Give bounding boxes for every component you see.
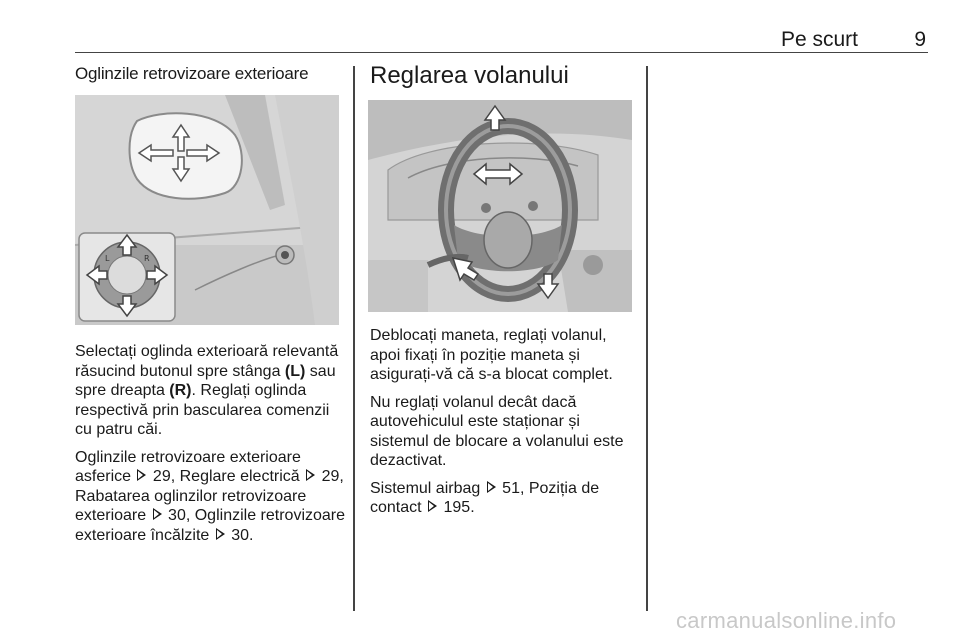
section-heading-mirrors: Oglinzile retrovizoare exterioare	[75, 64, 309, 83]
label-left-L: (L)	[284, 362, 306, 380]
steering-paragraph-3	[370, 479, 630, 518]
steering-wheel-illustration	[368, 100, 632, 312]
steering-paragraph-1: Deblocați maneta, reglați volanul, apoi fixați în poziție maneta și asigurați-vă că s-a blocat complet.	[370, 327, 613, 383]
svg-text:R: R	[144, 254, 150, 263]
mirrors-text	[75, 342, 345, 553]
page-reference-arrow-icon	[137, 469, 146, 481]
text-run: . Reglați oglinda respectivă prin bascularea comenzii cu patru căi.	[75, 382, 330, 438]
page-header	[75, 26, 928, 53]
label-right-R: (R)	[169, 382, 192, 399]
steering-paragraph-2: Nu reglați volanul decât dacă autovehiculul este staționar și sistemul de blocare a volanului este dezactivat.	[370, 393, 624, 469]
page-reference-link[interactable]: 30	[168, 507, 186, 524]
page-reference-arrow-icon	[306, 469, 315, 481]
text-run: , Poziția de contact	[370, 479, 600, 516]
svg-text:L: L	[105, 254, 110, 263]
page-reference-link[interactable]: 195	[443, 499, 471, 516]
column-divider	[353, 66, 355, 611]
text-run: .	[248, 526, 254, 544]
text-run: Sistemul airbag	[370, 479, 485, 497]
text-run: Oglinzile retrovizoare exterioare asferice	[75, 448, 301, 485]
section-heading-steering: Reglarea volanului	[370, 62, 569, 89]
page-reference-link[interactable]: 30	[231, 526, 249, 544]
page-reference-arrow-icon	[216, 528, 225, 540]
steering-text	[370, 326, 630, 526]
mirrors-paragraph-2	[75, 448, 345, 546]
page-number: 9	[914, 28, 926, 51]
mirrors-paragraph-1	[75, 342, 345, 440]
text-run: , Reglare electrică	[170, 468, 305, 485]
text-run: , Oglinzile retrovizoare exterioare încălzite	[75, 507, 346, 544]
page-reference-link[interactable]: 51	[502, 479, 520, 497]
header-title: Pe scurt	[780, 28, 858, 51]
page-reference-arrow-icon	[487, 481, 496, 493]
text-run: .	[470, 499, 475, 516]
page-reference-arrow-icon	[428, 500, 437, 512]
text-run: sau spre dreapta	[75, 362, 336, 399]
text-run: Selectați oglinda exterioară relevantă răsucind butonul spre stânga	[75, 343, 339, 380]
mirror-control-illustration	[75, 95, 339, 325]
watermark: carmanualsonline.info	[676, 608, 897, 633]
page-reference-arrow-icon	[153, 508, 162, 520]
steering-wheel-illustration-drawing	[368, 100, 632, 312]
column-divider	[646, 66, 648, 611]
mirror-control-illustration-drawing	[75, 95, 339, 325]
page-reference-link[interactable]: 29	[152, 468, 171, 485]
text-run: , Rabatarea oglinzilor retrovizoare exterioare	[75, 468, 344, 524]
page-reference-link[interactable]: 29	[321, 468, 340, 485]
